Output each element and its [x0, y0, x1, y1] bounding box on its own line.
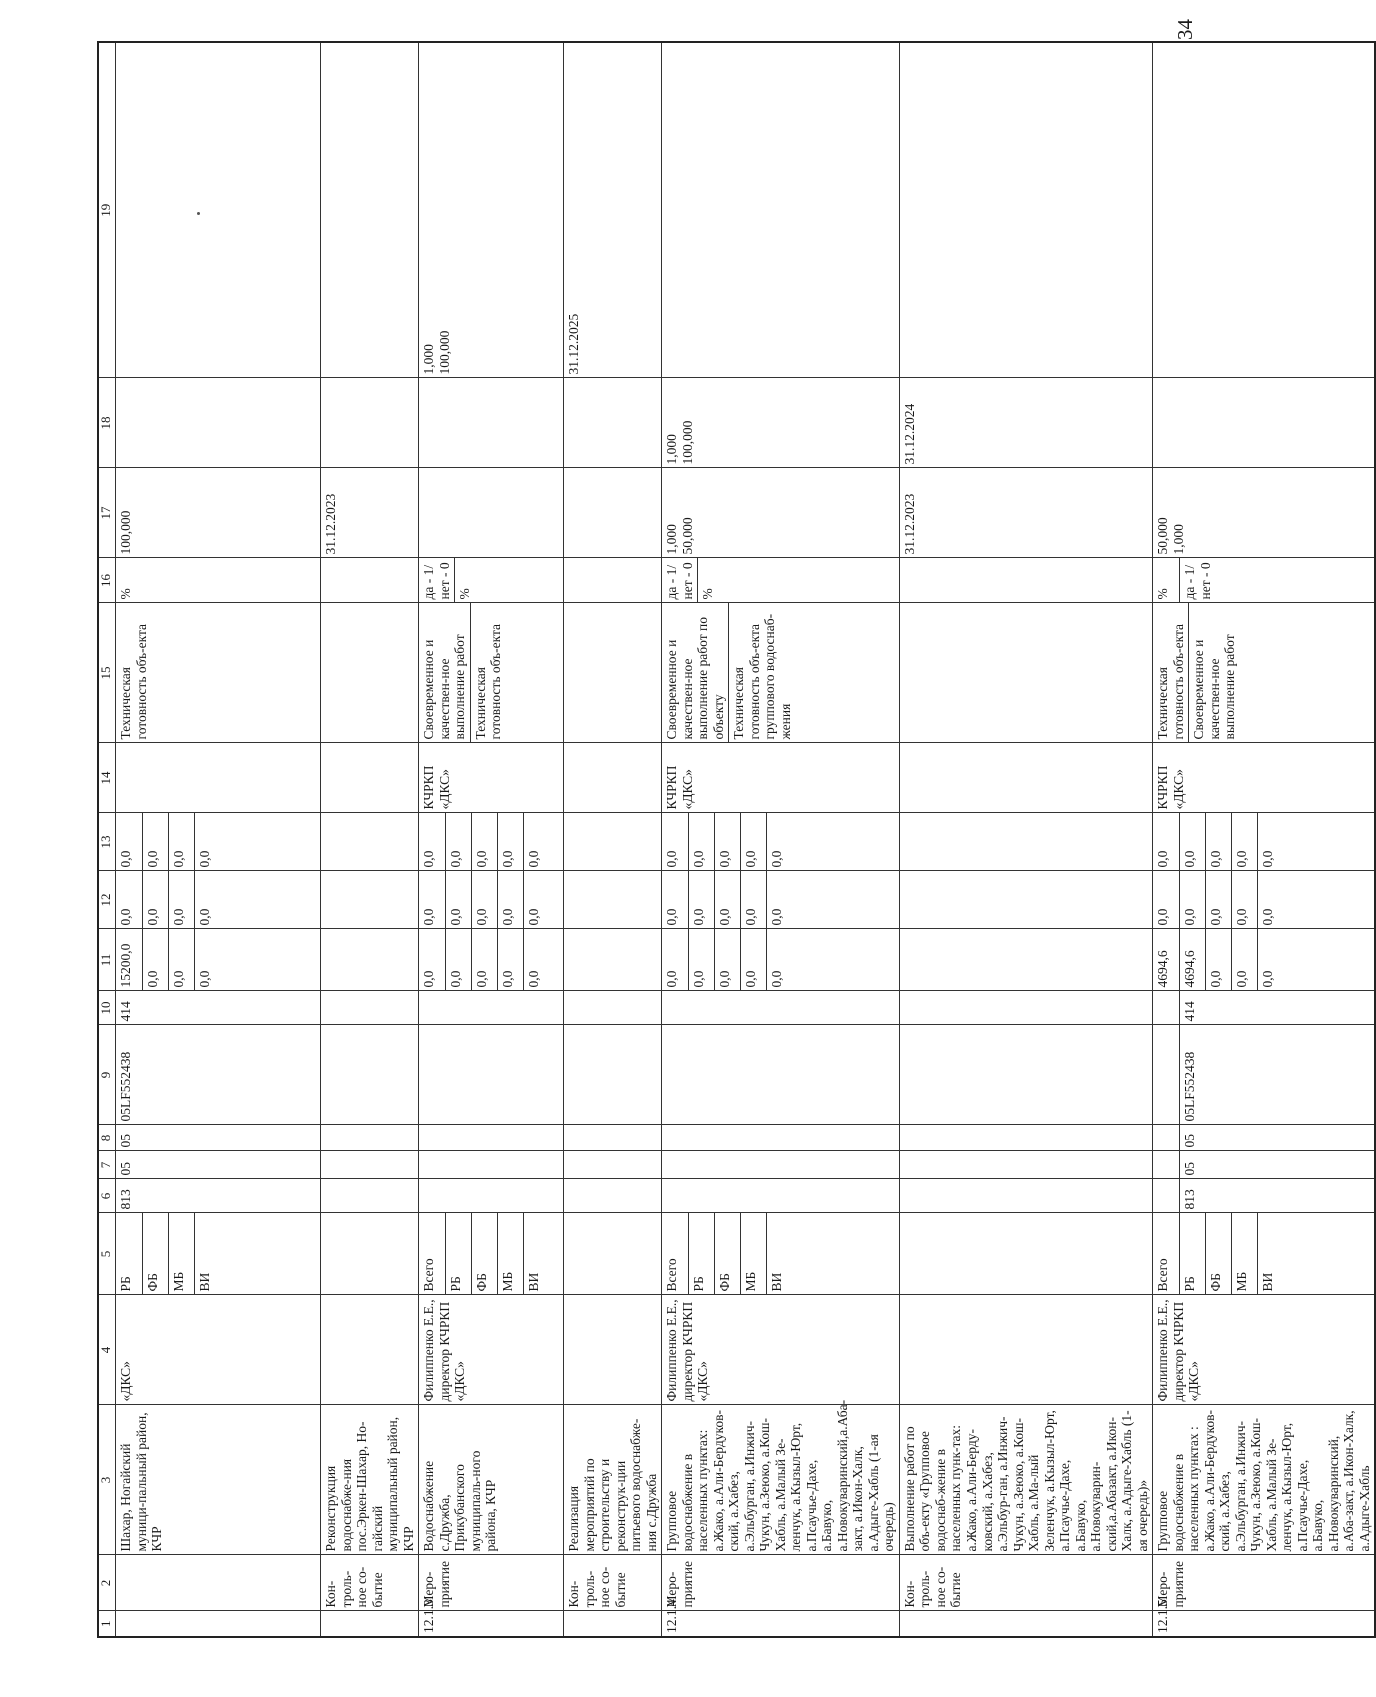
amount: 0,0: [1257, 814, 1283, 871]
cell-value-2024: [419, 378, 564, 468]
source-label: ВИ: [766, 1214, 792, 1295]
unit: %: [454, 559, 480, 603]
cell-code-block: [1153, 1125, 1376, 1151]
cell-code: 05: [1179, 1126, 1205, 1151]
source-label: ВИ: [194, 1214, 220, 1295]
amount: 0,0: [1179, 814, 1205, 871]
amount: 0,0: [118, 850, 133, 868]
source-label: МБ: [497, 1214, 523, 1295]
cell-executor: [116, 743, 321, 813]
amount: 0,0: [194, 872, 220, 929]
cell-value-2025: 1,000 100,000: [419, 42, 564, 378]
cell-indicators: [662, 603, 900, 743]
col-header: 15: [98, 603, 116, 743]
cell-value-2024: 31.12.2024: [899, 378, 1152, 468]
cell-type: [116, 1555, 321, 1611]
cell-type: Меро-приятие: [419, 1555, 564, 1611]
amount: 0,0: [766, 814, 792, 871]
indicator: Своевременное и качествен-ное выполнение работ по объекту: [664, 617, 726, 740]
column-number-row: [98, 42, 116, 1637]
cell-code: 414: [116, 991, 321, 1025]
cell-amounts: [1153, 813, 1376, 871]
table-row: [899, 42, 1152, 1637]
amount: 0,0: [664, 850, 680, 868]
cell-amounts: [1153, 929, 1376, 991]
cell-name: Групповое водоснабжение в населенных пунктах: а.Жако, а.Али-Бердуков-ский, а.Хабез, а.Эльбурган, а.Инжич-Чукун, а.Зеюко, а.Кош-Хабль, а.Малый Зе-ленчук, а.Кызыл-Юрт, а.Псаучье-Дахе, а.Бавуко, а.Новокуваринский,а.Аба-закт, а.Икон-Халк, а.Адыге-Хабль (1-ая очередь): [662, 1405, 900, 1555]
amount: 0,0: [168, 930, 194, 991]
cell-code: 05: [1179, 1152, 1205, 1179]
col-header: 1: [98, 1611, 116, 1637]
cell-value-2025: [1153, 42, 1376, 378]
col-header: 5: [98, 1213, 116, 1295]
cell-amounts: [662, 813, 900, 871]
cell-executor: КЧРКП «ДКС»: [662, 743, 900, 813]
cell-value-2023: 31.12.2023: [899, 468, 1152, 558]
cell-responsible: Филиппенко Е.Е., директор КЧРКП «ДКС»: [1153, 1295, 1376, 1405]
amount: 0,0: [421, 850, 437, 868]
cell-units: [1153, 558, 1376, 603]
table-row: [564, 42, 662, 1637]
amount: 0,0: [497, 930, 523, 991]
amount: 0,0: [142, 872, 168, 929]
cell-amounts: [1153, 871, 1376, 929]
amount: 0,0: [1205, 872, 1231, 929]
cell-value-2023: [419, 468, 564, 558]
cell-code-block: [1153, 991, 1376, 1025]
cell-value-2025: [899, 42, 1152, 378]
cell-type: Меро-приятие: [662, 1555, 900, 1611]
amount: 0,0: [664, 908, 680, 926]
cell-num: [564, 1611, 662, 1637]
amount: 0,0: [118, 908, 133, 926]
cell-value-2025: [321, 42, 419, 378]
cell-code: 813: [116, 1179, 321, 1213]
amount: 0,0: [1231, 872, 1257, 929]
cell-units: [662, 558, 900, 603]
cell-value-2025: [662, 42, 900, 378]
cell-amounts: [419, 929, 564, 991]
amount: 0,0: [714, 814, 740, 871]
cell-amounts: [662, 871, 900, 929]
amount: 0,0: [421, 908, 437, 926]
cell-amounts: [419, 813, 564, 871]
cell-code-block: [1153, 1151, 1376, 1179]
cell-amounts: [116, 871, 321, 929]
amount: 0,0: [1231, 814, 1257, 871]
source-label: ФБ: [714, 1214, 740, 1295]
amount: 4694,6: [1179, 930, 1205, 991]
cell-type: Кон-троль-ное со-бытие: [321, 1555, 419, 1611]
cell-responsible: [899, 1295, 1152, 1405]
amount: 0,0: [766, 930, 792, 991]
cell-code: 05LF552438: [1179, 1026, 1205, 1125]
cell-code: 05: [116, 1125, 321, 1151]
amount: 0,0: [471, 930, 497, 991]
col-header: 3: [98, 1405, 116, 1555]
amount: 0,0: [523, 872, 549, 929]
col-header: 9: [98, 1025, 116, 1125]
col-header: 8: [98, 1125, 116, 1151]
amount: 0,0: [740, 814, 766, 871]
source-label: МБ: [168, 1214, 194, 1295]
amount: 0,0: [1205, 930, 1231, 991]
amount: 0,0: [766, 872, 792, 929]
cell-value-2024: [1153, 378, 1376, 468]
col-header: 4: [98, 1295, 116, 1405]
source-label: ФБ: [142, 1214, 168, 1295]
amount: 0,0: [1231, 930, 1257, 991]
amount: 0,0: [664, 970, 680, 988]
table-row: [419, 42, 564, 1637]
cell-num: [899, 1611, 1152, 1637]
amount: 0,0: [714, 872, 740, 929]
source-label: РБ: [1179, 1214, 1205, 1295]
cell-value-2024: 1,000 100,000: [662, 378, 900, 468]
source-label: ВИ: [1257, 1214, 1283, 1295]
amount: 0,0: [740, 872, 766, 929]
indicator: Своевременное и качествен-ное выполнение работ: [1188, 604, 1240, 743]
amount: 0,0: [523, 930, 549, 991]
table-row: [116, 42, 321, 1637]
amount: 15200,0: [118, 943, 133, 988]
amount: 0,0: [445, 814, 471, 871]
cell-amounts: [419, 871, 564, 929]
cell-num: 12.1.5: [1153, 1611, 1376, 1637]
amount: 0,0: [688, 814, 714, 871]
col-header: 19: [98, 42, 116, 378]
source-label: МБ: [1231, 1214, 1257, 1295]
unit: %: [118, 588, 133, 600]
amount: 0,0: [194, 930, 220, 991]
col-header: 2: [98, 1555, 116, 1611]
cell-num: 12.1.3: [419, 1611, 564, 1637]
cell-code-block: [1153, 1179, 1376, 1213]
amount: 0,0: [497, 814, 523, 871]
cell-executor: КЧРКП «ДКС»: [1153, 743, 1376, 813]
col-header: 17: [98, 468, 116, 558]
cell-responsible: [321, 1295, 419, 1405]
amount: 0,0: [1155, 908, 1171, 926]
cell-num: 12.1.4: [662, 1611, 900, 1637]
amount: 0,0: [1179, 872, 1205, 929]
amount: 4694,6: [1155, 950, 1171, 988]
cell-name: Групповое водоснабжение в населенных пунктах : а.Жако, а.Али-Бердуков-ский, а.Хабез, а.Эльбурган, а.Инжич-Чукун, а.Зеюко, а.Кош-Хабль, а.Малый Зе-ленчук, а.Кызыл-Юрт, а.Псаучье-Дахе, а.Бавуко, а.Новокуваринский, а.Аба-закт, а.Икон-Халк, а.Адыге-Хабль: [1153, 1405, 1376, 1555]
table-row: [662, 42, 900, 1637]
col-header: 12: [98, 871, 116, 929]
cell-indicators: [419, 603, 564, 743]
amount: 0,0: [445, 930, 471, 991]
indicator: Техническая готовность объ-екта: [1155, 623, 1186, 740]
amount: 0,0: [445, 872, 471, 929]
col-header: 14: [98, 743, 116, 813]
amount: 0,0: [142, 930, 168, 991]
cell-amounts: [116, 813, 321, 871]
amount: 0,0: [142, 814, 168, 871]
cell-responsible: Филиппенко Е.Е., директор КЧРКП «ДКС»: [419, 1295, 564, 1405]
cell-name: Реконструкция водоснабже-ния пос.Эркен-Шахар, Но-гайский муниципальный район, КЧР: [321, 1405, 419, 1555]
cell-executor: КЧРКП «ДКС»: [419, 743, 564, 813]
cell-code: 05LF552438: [116, 1025, 321, 1125]
cell-name: Водоснабжение с.Дружба, Прикубанского муниципаль-ного района, КЧР: [419, 1405, 564, 1555]
amount: 0,0: [471, 814, 497, 871]
cell-units: [116, 558, 321, 603]
unit: да - 1/ нет - 0: [1179, 559, 1215, 603]
cell-name: Выполнение работ по объ-екту «Групповое водоснаб-жение в населенных пунк-тах: а.Жако, а.Али-Берду-ковский, а.Хабез, а.Эльбур-ган, а.Инжич-Чукун, а.Зеюко, а.Кош-Хабль, а.Ма-лый Зеленчук, а.Кызыл-Юрт, а.Псаучье-Дахе, а.Бавуко, а.Новокуварин-ский,а.Абазакт, а.Икон-Халк, а.Адыге-Хабль (1-ая очередь)»: [899, 1405, 1152, 1555]
cell-value-2023: 31.12.2023: [321, 468, 419, 558]
cell-sources: [1153, 1213, 1376, 1295]
amount: 0,0: [740, 930, 766, 991]
amount: 0,0: [1257, 872, 1283, 929]
cell-amounts: [116, 929, 321, 991]
source-label: ВИ: [523, 1214, 549, 1295]
program-table: [97, 41, 1376, 1638]
amount: 0,0: [168, 872, 194, 929]
indicator: Техническая готовность объ-екта: [470, 604, 506, 743]
amount: 0,0: [497, 872, 523, 929]
cell-type: Кон-троль-ное со-бытие: [564, 1555, 662, 1611]
source-label: РБ: [688, 1214, 714, 1295]
cell-sources: [116, 1213, 321, 1295]
indicator: Техническая готовность объ-екта группового водоснаб-жения: [728, 604, 795, 743]
amount: 0,0: [523, 814, 549, 871]
amount: 0,0: [194, 814, 220, 871]
cell-responsible: [564, 1295, 662, 1405]
amount: 0,0: [1205, 814, 1231, 871]
source-label: ФБ: [471, 1214, 497, 1295]
col-header: 16: [98, 558, 116, 603]
unit: %: [697, 559, 723, 603]
cell-code: 05: [116, 1151, 321, 1179]
source-label: Всего: [1155, 1258, 1171, 1292]
cell-num: [321, 1611, 419, 1637]
amount: 0,0: [471, 872, 497, 929]
rotated-table-wrapper: [97, 43, 1372, 1638]
amount: 0,0: [688, 930, 714, 991]
unit: да - 1/ нет - 0: [421, 562, 452, 600]
unit: да - 1/ нет - 0: [664, 562, 695, 600]
cell-sources: [662, 1213, 900, 1295]
cell-code: 813: [1179, 1180, 1205, 1213]
cell-value-2024: [321, 378, 419, 468]
table-row: [321, 42, 419, 1637]
amount: 0,0: [168, 814, 194, 871]
source-label: РБ: [445, 1214, 471, 1295]
cell-name: Реализация мероприятий по строительству и реконструк-ции питьевого водоснабже-ния с.Дружба: [564, 1405, 662, 1555]
col-header: 13: [98, 813, 116, 871]
cell-sources: [419, 1213, 564, 1295]
cell-responsible: «ДКС»: [116, 1295, 321, 1405]
cell-amounts: [662, 929, 900, 991]
cell-type: Меро-приятие: [1153, 1555, 1376, 1611]
col-header: 7: [98, 1151, 116, 1179]
cell-type: Кон-троль-ное со-бытие: [899, 1555, 1152, 1611]
amount: 0,0: [1155, 850, 1171, 868]
unit: %: [1155, 588, 1171, 600]
cell-value-2025: 31.12.2025: [564, 42, 662, 378]
cell-value-2023: 50,000 1,000: [1153, 468, 1376, 558]
cell-value-2023: 100,000: [116, 468, 321, 558]
col-header: 18: [98, 378, 116, 468]
amount: 0,0: [688, 872, 714, 929]
source-label: МБ: [740, 1214, 766, 1295]
source-label: ФБ: [1205, 1214, 1231, 1295]
cell-code: 414: [1179, 992, 1205, 1025]
cell-code-block: [1153, 1025, 1376, 1125]
cell-value-2023: 1,000 50,000: [662, 468, 900, 558]
source-label: Всего: [421, 1258, 437, 1292]
cell-indicators: [1153, 603, 1376, 743]
page-number: 34: [1173, 19, 1197, 40]
cell-value-2024: [116, 378, 321, 468]
cell-indicators: [116, 603, 321, 743]
source-label: Всего: [664, 1258, 680, 1292]
source-label: РБ: [118, 1276, 133, 1292]
table-row: [1153, 42, 1376, 1637]
amount: 0,0: [714, 930, 740, 991]
cell-value-2024: [564, 378, 662, 468]
cell-value-2023: [564, 468, 662, 558]
col-header: 6: [98, 1179, 116, 1213]
indicator: Своевременное и качествен-ное выполнение работ: [421, 634, 468, 740]
indicator: Техническая готовность объ-екта: [118, 623, 149, 740]
cell-value-2025: [116, 42, 321, 378]
cell-num: [116, 1611, 321, 1637]
amount: 0,0: [421, 970, 437, 988]
cell-responsible: Филиппенко Е.Е., директор КЧРКП «ДКС»: [662, 1295, 900, 1405]
cell-units: [419, 558, 564, 603]
cell-name: Шахар, Ногайский муници-пальный район, КЧР: [116, 1405, 321, 1555]
col-header: 10: [98, 991, 116, 1025]
col-header: 11: [98, 929, 116, 991]
amount: 0,0: [1257, 930, 1283, 991]
